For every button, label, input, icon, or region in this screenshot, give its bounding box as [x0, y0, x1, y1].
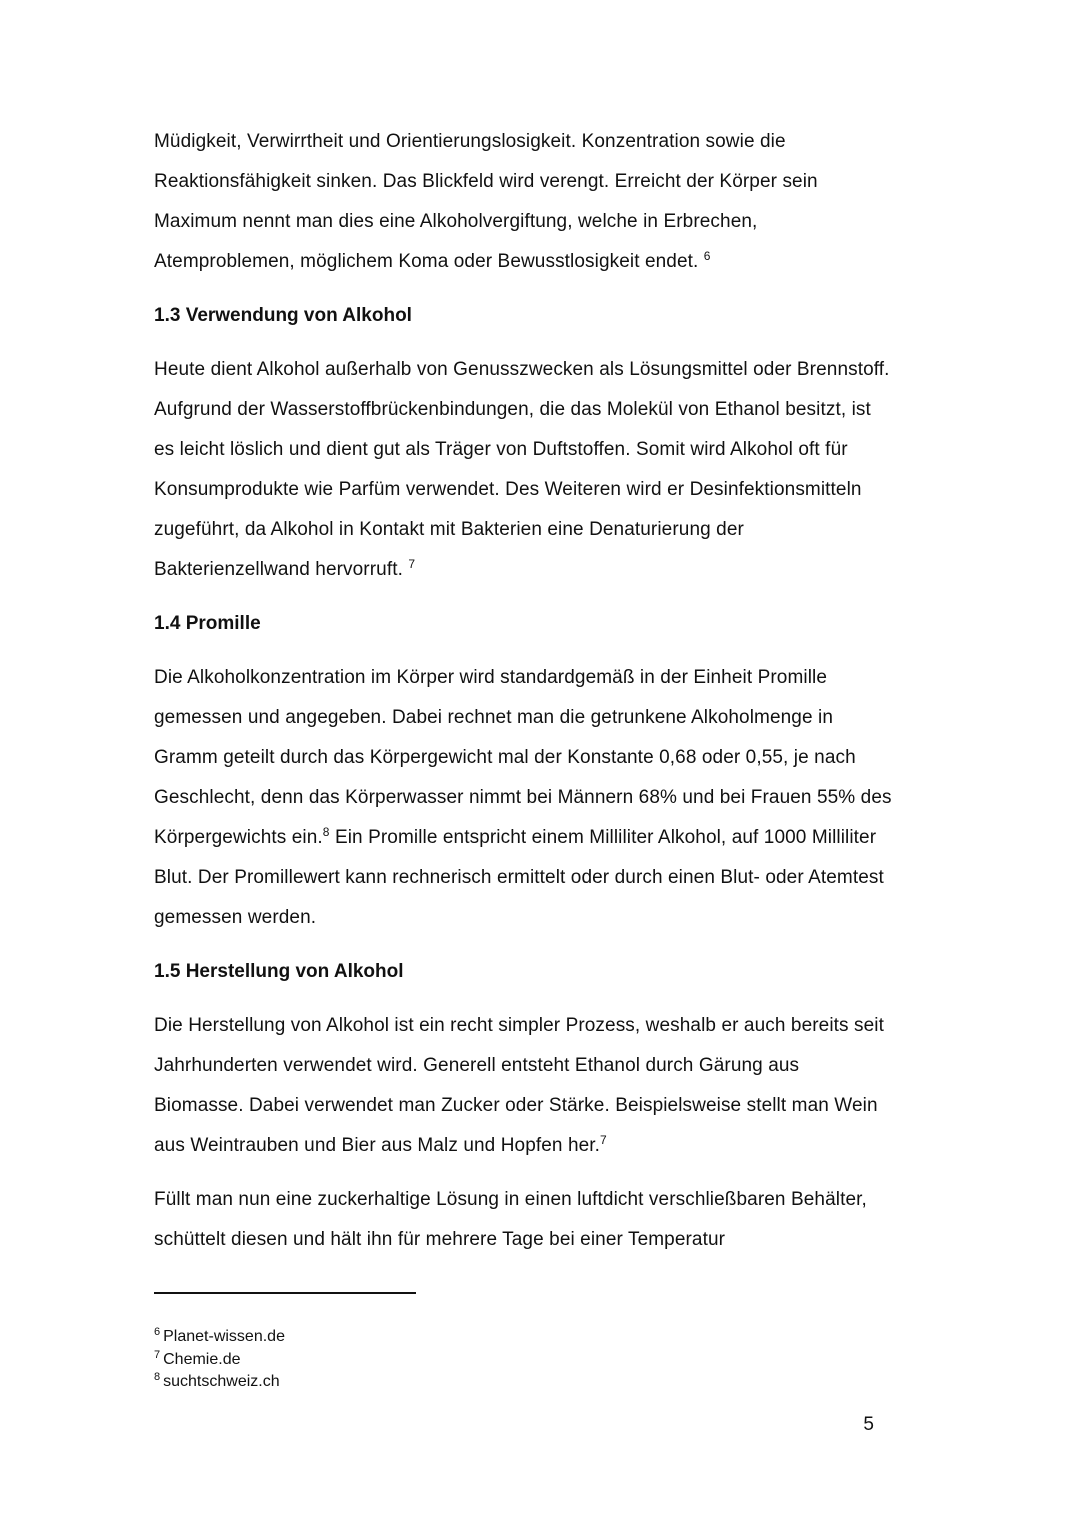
paragraph-gaerung: Füllt man nun eine zuckerhaltige Lösung in einen luftdicht verschließbaren Behälter, schüttelt diesen und hält ihn für mehrere Tage bei einer Temperatur [154, 1189, 867, 1250]
footnotes [154, 1326, 754, 1394]
paragraph-text: Müdigkeit, Verwirrtheit und Orientierungslosigkeit. Konzentration sowie die Reaktionsfähigkeit sinken. Das Blickfeld wird verengt. Erreicht der Körper sein Maximum nennt man dies eine Alkoholvergiftung, welche in Erbrechen, Atemproblemen, möglichem Koma oder Bewusstlosigkeit endet. [154, 131, 818, 272]
footnote-item [154, 1371, 754, 1394]
footnote-text: Planet-wissen.de [163, 1328, 285, 1345]
footnote-text: Chemie.de [163, 1350, 241, 1368]
footnote-ref: 7 [600, 1133, 607, 1147]
footnote-text: suchtschweiz.ch [163, 1373, 280, 1390]
paragraph-promille [154, 658, 894, 938]
footnote-number: 7 [154, 1348, 161, 1361]
paragraph-verwendung [154, 350, 894, 590]
section-heading-verwendung: 1.3 Verwendung von Alkohol [154, 305, 412, 326]
footnote-number: 8 [154, 1371, 161, 1383]
page-body [154, 122, 894, 1260]
paragraph-text: Heute dient Alkohol außerhalb von Genusszwecken als Lösungsmittel oder Brennstoff. Aufgrund der Wasserstoffbrückenbindungen, die das Molekül von Ethanol besitzt, ist es leicht löslich und dient gut als Träger von Duftstoffen. Somit wird Alkohol oft für Konsumprodukte wie Parfüm verwendet. Des Weiteren wird er Desinfektionsmitteln zugeführt, da Alkohol in Kontakt mit Bakterien eine Denaturierung der Bakterienzellwand hervorruft. [154, 359, 890, 580]
section-heading-herstellung: 1.5 Herstellung von Alkohol [154, 961, 404, 982]
footnote-divider [154, 1292, 416, 1294]
footnote-item [154, 1349, 754, 1372]
footnote-ref: 7 [408, 557, 416, 571]
paragraph-herstellung [154, 1006, 894, 1166]
section-heading-promille: 1.4 Promille [154, 613, 261, 634]
page-number: 5 [863, 1414, 874, 1435]
footnote-ref: 6 [703, 249, 711, 263]
footnote-item [154, 1326, 754, 1349]
footnote-number: 6 [154, 1326, 161, 1338]
footnote-ref: 8 [322, 825, 330, 839]
paragraph-symptoms [154, 122, 894, 282]
paragraph-text: Ein Promille entspricht einem Milliliter Alkohol, auf 1000 Milliliter Blut. Der Promillewert kann rechnerisch ermittelt oder durch einen Blut- oder Atemtest gemessen werden. [154, 827, 884, 928]
paragraph-text: Die Alkoholkonzentration im Körper wird standardgemäß in der Einheit Promille gemessen und angegeben. Dabei rechnet man die getrunkene Alkoholmenge in Gramm geteilt durch das Körpergewicht mal der Konstante 0,68 oder 0,55, je nach Geschlecht, denn das Körperwasser nimmt bei Männern 68% und bei Frauen 55% des Körpergewichts ein. [154, 667, 892, 848]
paragraph-text: Die Herstellung von Alkohol ist ein recht simpler Prozess, weshalb er auch bereits seit Jahrhunderten verwendet wird. Generell entsteht Ethanol durch Gärung aus Biomasse. Dabei verwendet man Zucker oder Stärke. Beispielsweise stellt man Wein aus Weintrauben und Bier aus Malz und Hopfen her. [154, 1015, 884, 1156]
